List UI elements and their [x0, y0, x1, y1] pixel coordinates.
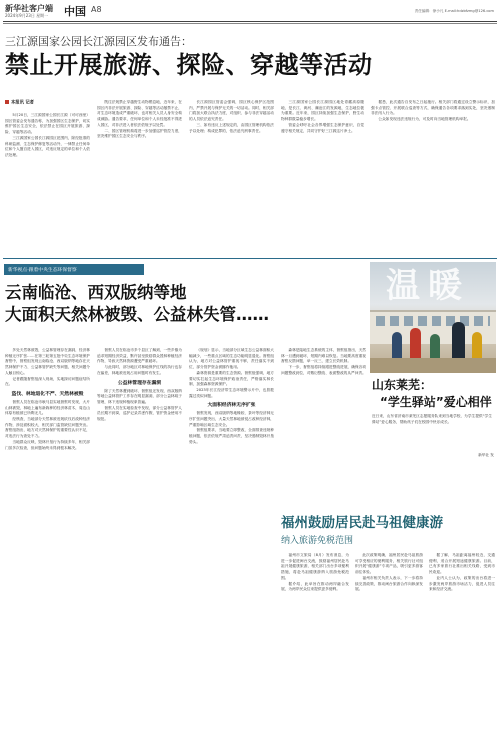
top-story-col-5: [371, 100, 495, 253]
paragraph: 当地群众反映，毁林开垦行为持续多年，相关部门虽多次检查，但问题始终未得到根本解决。: [5, 439, 90, 450]
photo-child: [392, 332, 402, 358]
paragraph: 三江源国家公园长江源园区范围内，除经批准的科研监测、生态保护修复等活动外，一律禁止任何单位和个人擅自进入园区，对违反规定的单位和个人依法处理。: [5, 135, 90, 157]
masthead-rule: [3, 21, 497, 22]
paragraph: 多处天然林被毁，公益林管理存在漏洞，经济林种植无序扩张……在第三轮第五批中央生态环境保护督察中，督察组发现云南临沧、西双版纳等地存在天然林保护不力、公益林管护缺失等问题，相关问题令人触目惊心。: [5, 348, 90, 375]
photo-child: [472, 332, 482, 358]
section-name: 中国: [64, 5, 86, 18]
banner-kicker-text: 新华视点·跟着中央生态环保督察: [8, 268, 77, 273]
paragraph: 除了天然林遭到破坏，督察组还发现，西双版纳等地公益林管护工作存在明显漏洞，部分公益林疏于管理，林下违规种植现象普遍。: [97, 388, 182, 404]
paragraph: 据悉，此次通告自发布之日起施行。相关部门将通过设立警示标识、加强卡点管控、开展联合巡查等方式，确保通告各项要求落到实处，坚决遏制非法闯入行为。: [371, 100, 495, 116]
photo-child: [430, 334, 440, 358]
investigation-col-1: [5, 348, 90, 748]
masthead-rule-thin: [3, 23, 497, 24]
photo-caption-art: 温暖: [386, 266, 470, 306]
subhead: 大面积经济林无序扩张: [207, 403, 256, 409]
paragraph: 此次政策明确，福州居民赴马祖旅游可享受相应的便利服务，相关旅行社可组织开展“健康游”专项产品，吸引更多游客前往体验。: [355, 553, 423, 575]
paragraph: 2023年长江经济带生态环境警示片中，也曾披露过类似问题。: [189, 387, 274, 398]
paragraph: 下一步，督察组将持续跟进整改进展，确保各项问题整改到位，对敷衍整改、表面整改的从严问责。: [281, 365, 366, 375]
paragraph: 督察发现，西双版纳等地橡胶、茶叶等经济林无序扩张问题突出，大量天然林地被侵占改种经济林，严重影响区域生态安全。: [189, 411, 274, 427]
top-story-col-4: [281, 100, 364, 253]
paragraph: 据了解，马祖距离福州较近，交通便利，适合开展短途健康旅游。目前，已有多家旅行社推出相关线路，受到市民欢迎。: [429, 553, 495, 575]
paragraph: 公众如发现违法违规行为，可及时向当地管理机构举报。: [378, 117, 471, 122]
photo-ground: [370, 358, 496, 373]
page-number: A8: [91, 5, 102, 14]
paragraph: 森林是陆地生态系统的主体，督察组指出，天然林一旦遭到破坏，短期内难以恢复。当地要高度重视督察反馈问题，举一反三，建立长效机制。: [281, 348, 366, 364]
paragraph: 二、园区管理机构将进一步加强巡护管控力度，坚决维护园区生态安全与秩序。: [97, 128, 182, 139]
top-story-headline: 禁止开展旅游、探险、穿越等活动: [5, 51, 373, 79]
investigation-col-3: [189, 348, 274, 748]
fuzhou-col-2: [355, 553, 423, 748]
top-story-byline: 本报讯 记者: [5, 100, 34, 107]
editor-info: 责任编辑：徐小凡 E-mail:hdzbfzmg@126.com: [414, 9, 494, 13]
paragraph: 经核查，当地部分天然林被违规砍伐后改种经济作物，涉及面积较大，相关部门监管缺位问题突出。督察组指出，地方对天然林保护的重要性认识不足，对违法行为查处不力。: [5, 417, 90, 439]
volunteer-kicker: 山东莱芜：: [372, 378, 433, 392]
paragraph: 长江源园区管委会强调，园区核心保护区范围内，严禁开展与保护无关的一切活动。同时，相关部门将加大联合执法力度，对组织、参与非法穿越活动的人员依法追究责任。: [189, 100, 274, 122]
paragraph: 三、如有违反上述规定的，由园区管理机构依法予以处理；构成犯罪的，依法追究刑事责任。: [189, 122, 274, 133]
investigation-col-4: [281, 348, 366, 513]
fuzhou-headline: 福州鼓励居民赴马祖健康游: [281, 515, 443, 531]
banner-headline-2: 大面积天然林被毁、公益林失管……: [5, 305, 269, 324]
photo-credit: 新华社 发: [478, 453, 494, 457]
paragraph: 与此同时，部分地区对林地保护红线的执行也存在偏差，林地被违规占用问题时有发生。: [97, 365, 182, 375]
news-photo: [370, 262, 496, 373]
paragraph: 既往法规禁止穿越野生动物栖息地，近年来，在园区内非法开展旅游、探险、穿越等活动屡禁不止，对生态环境造成严重破坏，也对相关人员人身安全构成威胁。通告要求，任何单位和个人未经批准不得进入园区，对非法进入者依法依规予以处罚。: [97, 100, 182, 127]
caption-text: 近日来，山东省济南市莱芜区志愿服务队来到当地学校，为学生提供“学生驿站”爱心服务，帮助孩子们在校园中快乐成长。: [372, 414, 492, 424]
photo-windows: [376, 316, 490, 326]
fuzhou-col-1: [281, 553, 349, 748]
investigation-col-2: [97, 348, 182, 748]
paragraph: 督察组要求，当地要立即整改，全面排查违规种植问题，依法依规严肃追责问责，坚决遏制毁林开垦势头。: [189, 428, 274, 444]
paragraph: 福州市文旅局（8月）发布消息，为进一步促进闽台交流，鼓励福州居民赴马祖开展健康旅游，相关部门出台多项便利措施，将赴马祖健康游纳入旅游免税范围。: [281, 553, 349, 580]
photo-child: [410, 328, 421, 358]
paragraph: 据介绍，此举旨在推动两岸融合发展，为两岸民众往来提供更多便利。: [281, 581, 349, 592]
fuzhou-subhead: 纳入旅游免税范围: [281, 536, 354, 546]
banner-headline-1: 云南临沧、西双版纳等地: [5, 283, 187, 302]
volunteer-headline: “学生驿站”爱心相伴: [380, 395, 492, 409]
top-story-kicker: 三江源国家公园长江源园区发布通告：: [5, 35, 192, 48]
paragraph: 三江源国家公园长江源园区地处青藏高原腹地，是长江、黄河、澜沧江的发源地，生态地位极为重要。近年来，园区持续加强生态保护，野生动物种群数量稳步增长。: [281, 100, 364, 122]
banner-kicker: [4, 264, 144, 275]
paragraph: 督察人员在实地检查中发现，部分公益林管护人员长期不到岗，巡护记录弄虚作假，管护资金使用不规范。: [97, 405, 182, 422]
section-divider: [3, 258, 497, 259]
paragraph: 5月20日，三江源国家公园长江源（可可西里）园区管委会发布通告称，为加强园区生态保护，切实维护园区生态安全，依法禁止在园区开展旅游、探险、穿越等活动。: [5, 113, 90, 135]
masthead-date: 2024年9月23日 星期一: [5, 13, 49, 18]
fuzhou-col-3: [429, 553, 495, 748]
paragraph: 《规划》显示，当地部分区域生态公益林面积大幅减少，一些重点区域的生态功能明显退化。督察组认为，地方对公益林管护重视不够，责任落实不到位，部分管护资金被挪作他用。: [189, 348, 274, 370]
masthead: [0, 0, 500, 22]
subhead: 盗伐、林地退化不严、天然林被毁: [11, 391, 84, 397]
subhead: 公益林管理存在漏洞: [117, 380, 162, 386]
paragraph: 记者跟随督察组深入现场，实地探访问题症结所在。: [5, 376, 90, 387]
masthead-logo: 新华社客户端: [5, 3, 53, 13]
paragraph: 管委会呼吁社会各界增强生态保护意识，自觉遵守相关规定，共同守护好三江源这片净土。: [281, 122, 364, 133]
paragraph: 督察人员在临沧市耿马县实地督察时发现，大片山林被毁，林地上遍布新栽种的经济林苗木，周边山体原有植被已所剩无几。: [5, 399, 90, 416]
photo-adult: [452, 322, 465, 358]
top-story-col-1: [5, 113, 90, 253]
paragraph: 业内人士认为，政策的出台将进一步激发两岸旅游市场活力，促进人员往来和经济交流。: [429, 575, 495, 592]
paragraph: 督察人员在临沧市多个县区了解到，一些乡镇为追求短期经济效益，默许甚至鼓励群众毁林种植经济作物，导致天然林资源遭受严重破坏。: [97, 348, 182, 364]
paragraph: 福州市相关负责人表示，下一步将持续完善政策，推动闽台旅游合作向纵深发展。: [355, 575, 423, 592]
top-story-col-2: [97, 100, 182, 253]
paragraph: 森林资源是重要的生态资源。督察组强调，地方要切实扛起生态环境保护政治责任，严格落实林长制，加强森林资源保护。: [189, 370, 274, 387]
volunteer-caption: [372, 414, 495, 460]
top-story-col-3: [189, 100, 274, 253]
